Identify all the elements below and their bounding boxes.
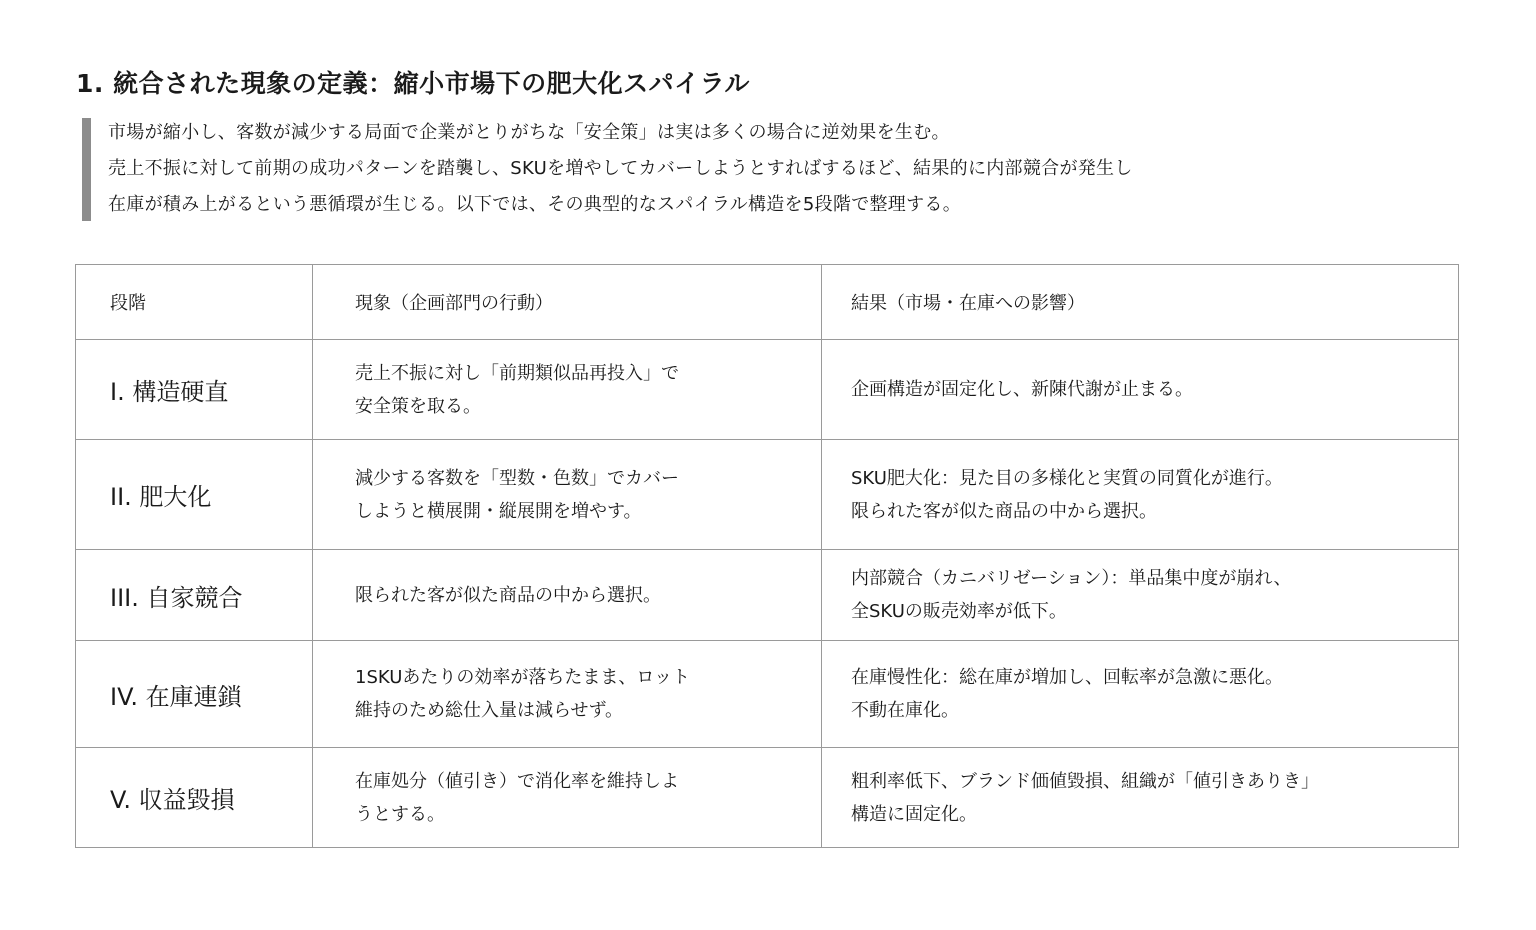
phenomenon-cell: 減少する客数を「型数・色数」でカバー しようと横展開・縦展開を増やす。	[313, 440, 822, 550]
table-row	[76, 748, 1459, 848]
table-row	[76, 340, 1459, 440]
stage-cell: I. 構造硬直	[76, 340, 313, 440]
table-row	[76, 550, 1459, 641]
table-row	[76, 641, 1459, 748]
intro-line: 売上不振に対して前期の成功パターンを踏襲し、SKUを増やしてカバーしようとすればするほど、結果的に内部競合が発生し	[108, 158, 1133, 179]
header-phenomenon: 現象（企画部門の行動）	[313, 265, 822, 340]
spiral-table	[75, 264, 1459, 848]
intro-line: 市場が縮小し、客数が減少する局面で企業がとりがちな「安全策」は実は多くの場合に逆効果を生む。	[108, 122, 950, 143]
stage-cell: IV. 在庫連鎖	[76, 641, 313, 748]
phenomenon-cell: 売上不振に対し「前期類似品再投入」で 安全策を取る。	[313, 340, 822, 440]
header-stage: 段階	[76, 265, 313, 340]
result-cell: 企画構造が固定化し、新陳代謝が止まる。	[822, 340, 1459, 440]
phenomenon-cell: 1SKUあたりの効率が落ちたまま、ロット 維持のため総仕入量は減らせず。	[313, 641, 822, 748]
result-cell: 在庫慢性化：総在庫が増加し、回転率が急激に悪化。 不動在庫化。	[822, 641, 1459, 748]
phenomenon-cell: 在庫処分（値引き）で消化率を維持しよ うとする。	[313, 748, 822, 848]
result-cell: SKU肥大化：見た目の多様化と実質の同質化が進行。 限られた客が似た商品の中から選択。	[822, 440, 1459, 550]
stage-cell: III. 自家競合	[76, 550, 313, 641]
table-header-row	[76, 265, 1459, 340]
intro-line: 在庫が積み上がるという悪循環が生じる。以下では、その典型的なスパイラル構造を5段階で整理する。	[108, 194, 962, 215]
header-result: 結果（市場・在庫への影響）	[822, 265, 1459, 340]
page-title: 1. 統合された現象の定義：縮小市場下の肥大化スパイラル	[76, 69, 750, 98]
result-cell: 粗利率低下、ブランド価値毀損、組織が「値引きありき」 構造に固定化。	[822, 748, 1459, 848]
table-row	[76, 440, 1459, 550]
intro-blockquote	[82, 118, 1382, 221]
stage-cell: II. 肥大化	[76, 440, 313, 550]
stage-cell: V. 収益毀損	[76, 748, 313, 848]
phenomenon-cell: 限られた客が似た商品の中から選択。	[313, 550, 822, 641]
result-cell: 内部競合（カニバリゼーション）：単品集中度が崩れ、 全SKUの販売効率が低下。	[822, 550, 1459, 641]
